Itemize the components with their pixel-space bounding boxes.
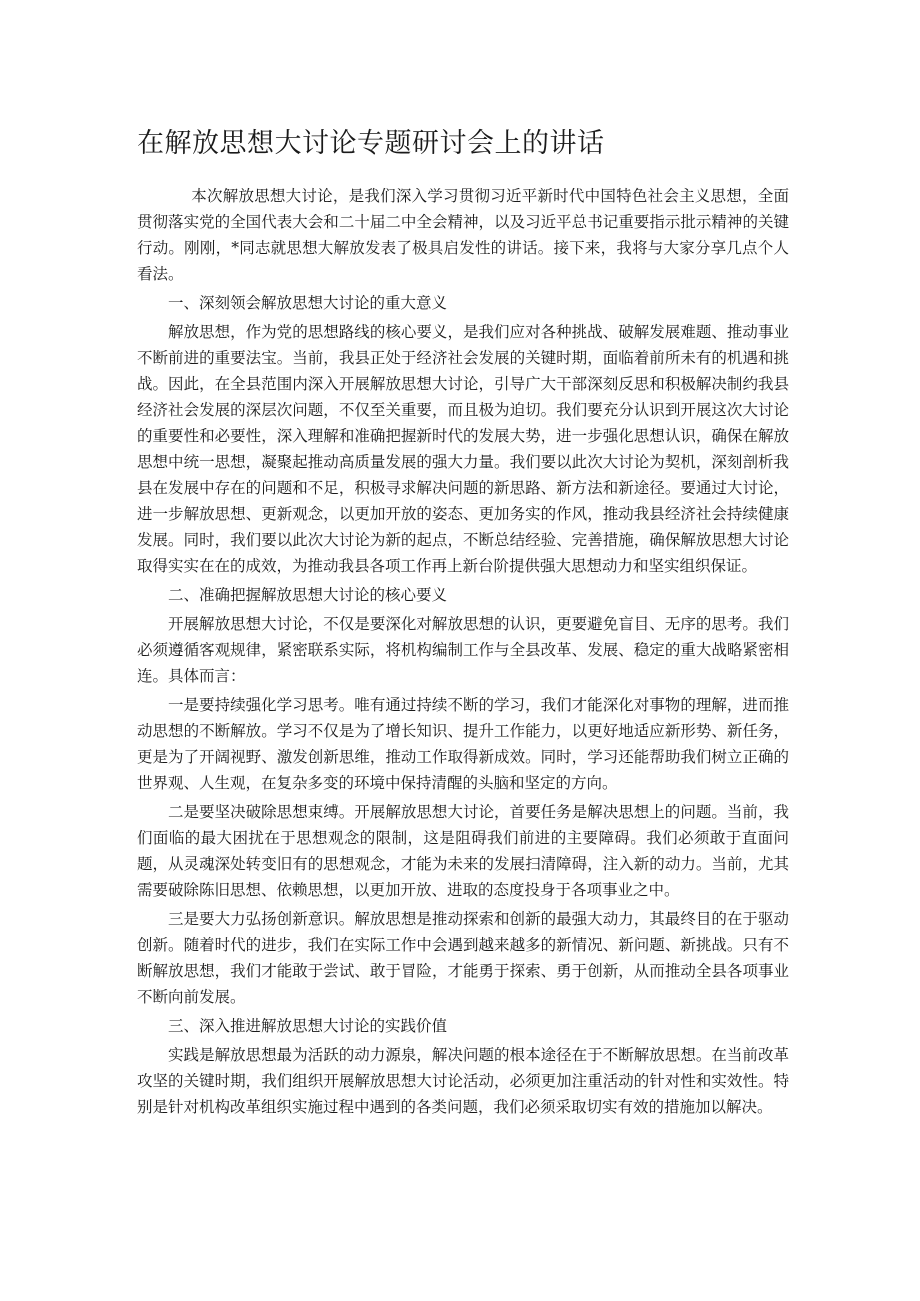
section-heading-2: 二、准确把握解放思想大讨论的核心要义 (168, 586, 448, 604)
section-2-paragraph-2: 一是要持续强化学习思考。唯有通过持续不断的学习，我们才能深化对事物的理解，进而推动思想的不断解放。学习不仅是为了增长知识、提升工作能力，以更好地适应新形势、新任务，更是为了开阔视野、激发创新思维，推动工作取得新成效。同时，学习还能帮助我们树立正确的世界观、人生观，在复杂多变的环境中保持清醒的头脑和坚定的方向。 (137, 696, 789, 792)
section-2-paragraph-3: 二是要坚决破除思想束缚。开展解放思想大讨论，首要任务是解决思想上的问题。当前，我们面临的最大困扰在于思想观念的限制，这是阻碍我们前进的主要障碍。我们必须敢于直面问题，从灵魂深处转变旧有的思想观念，才能为未来的发展扫清障碍，注入新的动力。当前，尤其需要破除陈旧思想、依赖思想，以更加开放、进取的态度投身于各项事业之中。 (137, 803, 789, 899)
section-2-paragraph-4: 三是要大力弘扬创新意识。解放思想是推动探索和创新的最强大动力，其最终目的在于驱动创新。随着时代的进步，我们在实际工作中会遇到越来越多的新情况、新问题、新挑战。只有不断解放思想，我们才能敢于尝试、敢于冒险，才能勇于探索、勇于创新，从而推动全县各项事业不断向前发展。 (137, 910, 789, 1006)
section-1-paragraph-1: 解放思想，作为党的思想路线的核心要义，是我们应对各种挑战、破解发展难题、推动事业不断前进的重要法宝。当前，我县正处于经济社会发展的关键时期，面临着前所未有的机遇和挑战。因此，在全县范围内深入开展解放思想大讨论，引导广大干部深刻反思和积极解决制约我县经济社会发展的深层次问题，不仅至关重要，而且极为迫切。我们要充分认识到开展这次大讨论的重要性和必要性，深入理解和准确把握新时代的发展大势，进一步强化思想认识，确保在解放思想中统一思想，凝聚起推动高质量发展的强大力量。我们要以此次大讨论为契机，深刻剖析我县在发展中存在的问题和不足，积极寻求解决问题的新思路、新方法和新途径。要通过大讨论，进一步解放思想、更新观念，以更加开放的姿态、更加务实的作风，推动我县经济社会持续健康发展。同时，我们要以此次大讨论为新的起点，不断总结经验、完善措施，确保解放思想大讨论取得实实在在的成效，为推动我县各项工作再上新台阶提供强大思想动力和坚实组织保证。 (137, 323, 789, 575)
document-body (137, 183, 789, 1120)
section-heading-3: 三、深入推进解放思想大讨论的实践价值 (168, 1017, 448, 1035)
section-2-paragraph-1: 开展解放思想大讨论，不仅是要深化对解放思想的认识，更要避免盲目、无序的思考。我们必须遵循客观规律，紧密联系实际，将机构编制工作与全县改革、发展、稳定的重大战略紧密相连。具体而言： (137, 615, 789, 685)
intro-paragraph: 本次解放思想大讨论，是我们深入学习贯彻习近平新时代中国特色社会主义思想，全面贯彻落实党的全国代表大会和二十届二中全会精神，以及习近平总书记重要指示批示精神的关键行动。刚刚，*同志就思想大解放发表了极具启发性的讲话。接下来，我将与大家分享几点个人看法。 (137, 187, 789, 283)
section-heading-1: 一、深刻领会解放思想大讨论的重大意义 (168, 294, 448, 312)
document-title: 在解放思想大讨论专题研讨会上的讲话 (137, 128, 605, 159)
section-3-paragraph-1: 实践是解放思想最为活跃的动力源泉，解决问题的根本途径在于不断解放思想。在当前改革攻坚的关键时期，我们组织开展解放思想大讨论活动，必须更加注重活动的针对性和实效性。特别是针对机构改革组织实施过程中遇到的各类问题，我们必须采取切实有效的措施加以解决。 (137, 1046, 789, 1116)
